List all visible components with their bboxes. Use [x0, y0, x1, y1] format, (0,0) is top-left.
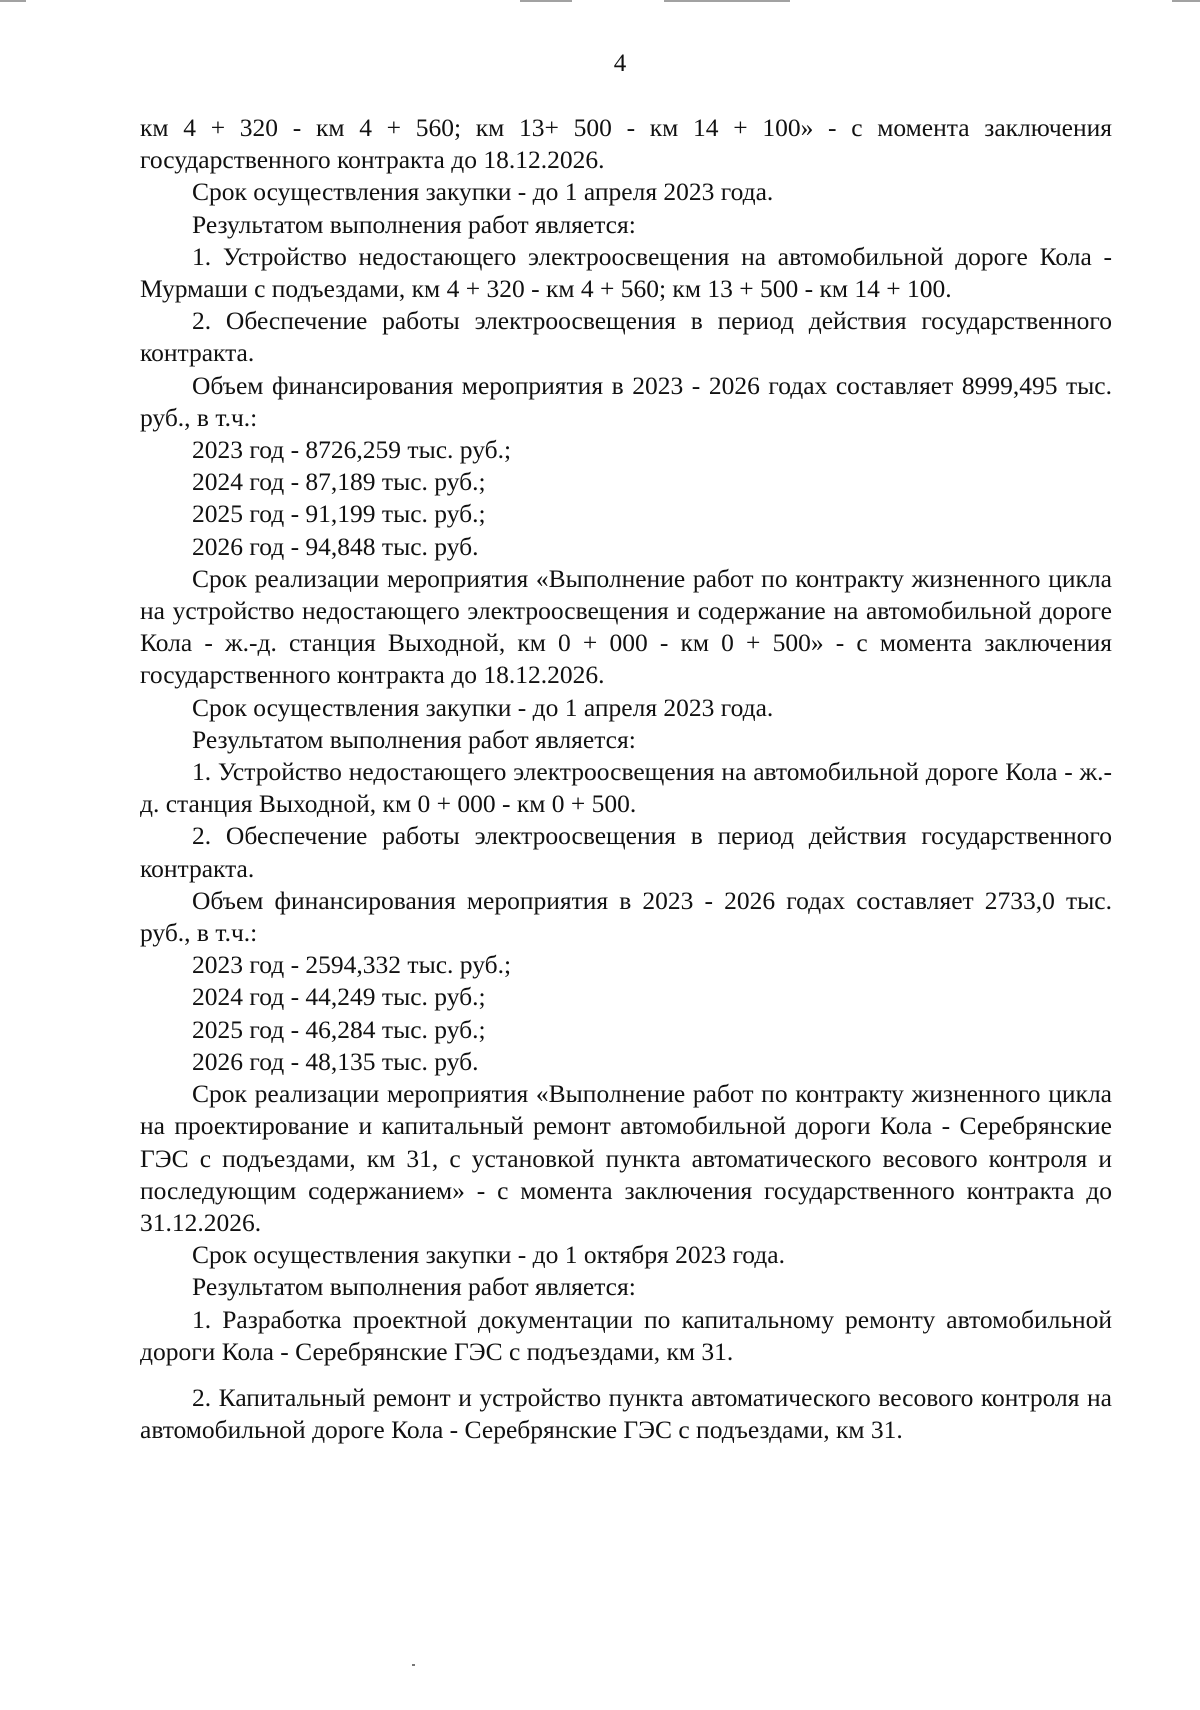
- paragraph: Объем финансирования мероприятия в 2023 - 2026 годах составляет 8999,495 тыс. руб., в т.ч.:: [140, 370, 1112, 432]
- paragraph: Объем финансирования мероприятия в 2023 - 2026 годах составляет 2733,0 тыс. руб., в т.ч.:: [140, 885, 1112, 948]
- paragraph: Результатом выполнения работ является:: [192, 209, 636, 239]
- paragraph: 2025 год - 91,199 тыс. руб.;: [192, 499, 486, 529]
- paragraph: Срок реализации мероприятия «Выполнение работ по контракту жизненного цикла на устройство недостающего электроосвещения и содержание на автомобильной дороге Кола - ж.-д. станция Выходной, км 0 + 000 - км 0 + 500» - с момента заключения государственного контракта до 18.12.2026.: [140, 563, 1112, 690]
- paragraph: 2024 год - 44,249 тыс. руб.;: [192, 982, 486, 1012]
- paragraph: 2. Обеспечение работы электроосвещения в период действия государственного контракта.: [140, 821, 1112, 883]
- page-number: 4: [613, 50, 627, 77]
- paragraph: 2023 год - 8726,259 тыс. руб.;: [192, 435, 512, 465]
- paragraph: Срок осуществления закупки - до 1 апреля 2023 года.: [192, 692, 774, 722]
- paragraph: 1. Разработка проектной документации по капитальному ремонту автомобильной дороги Кола - Серебрянские ГЭС с подъездами, км 31.: [140, 1304, 1112, 1366]
- paragraph: Результатом выполнения работ является:: [192, 724, 636, 754]
- paragraph: 2026 год - 48,135 тыс. руб.: [192, 1046, 479, 1076]
- paragraph: 1. Устройство недостающего электроосвещения на автомобильной дороге Кола - ж.-д. станция Выходной, км 0 + 000 - км 0 + 500.: [140, 757, 1112, 819]
- paragraph: 2. Капитальный ремонт и устройство пункта автоматического весового контроля на автомобильной дороге Кола - Серебрянские ГЭС с подъездами, км 31.: [140, 1382, 1112, 1445]
- paragraph: 2. Обеспечение работы электроосвещения в период действия государственного контракта.: [140, 306, 1112, 368]
- scan-artifact: [520, 0, 572, 2]
- paragraph: 2025 год - 46,284 тыс. руб.;: [192, 1014, 486, 1044]
- paragraph: Результатом выполнения работ является:: [192, 1272, 636, 1302]
- paragraph: Срок осуществления закупки - до 1 октября 2023 года.: [192, 1240, 785, 1270]
- scan-artifact: [0, 0, 26, 2]
- scan-speck: [412, 1664, 415, 1666]
- paragraph: Срок реализации мероприятия «Выполнение работ по контракту жизненного цикла на проектирование и капитальный ремонт автомобильной дороги Кола - Серебрянские ГЭС с подъездами, км 31, с установкой пункта автоматического весового контроля и последующим содержанием» - с момента заключения государственного контракта до 31.12.2026.: [140, 1079, 1112, 1237]
- scan-artifact: [1172, 0, 1200, 2]
- scan-artifact: [664, 0, 790, 2]
- paragraph: км 4 + 320 - км 4 + 560; км 13+ 500 - км 14 + 100» - с момента заключения государственного контракта до 18.12.2026.: [140, 113, 1112, 175]
- paragraph: Срок осуществления закупки - до 1 апреля 2023 года.: [192, 177, 774, 207]
- paragraph: 1. Устройство недостающего электроосвещения на автомобильной дороге Кола - Мурмаши с подъездами, км 4 + 320 - км 4 + 560; км 13 + 500 - км 14 + 100.: [140, 241, 1112, 304]
- paragraph: 2024 год - 87,189 тыс. руб.;: [192, 467, 486, 497]
- paragraph: 2026 год - 94,848 тыс. руб.: [192, 531, 479, 561]
- paragraph: 2023 год - 2594,332 тыс. руб.;: [192, 950, 512, 980]
- document-body: [140, 112, 1112, 1446]
